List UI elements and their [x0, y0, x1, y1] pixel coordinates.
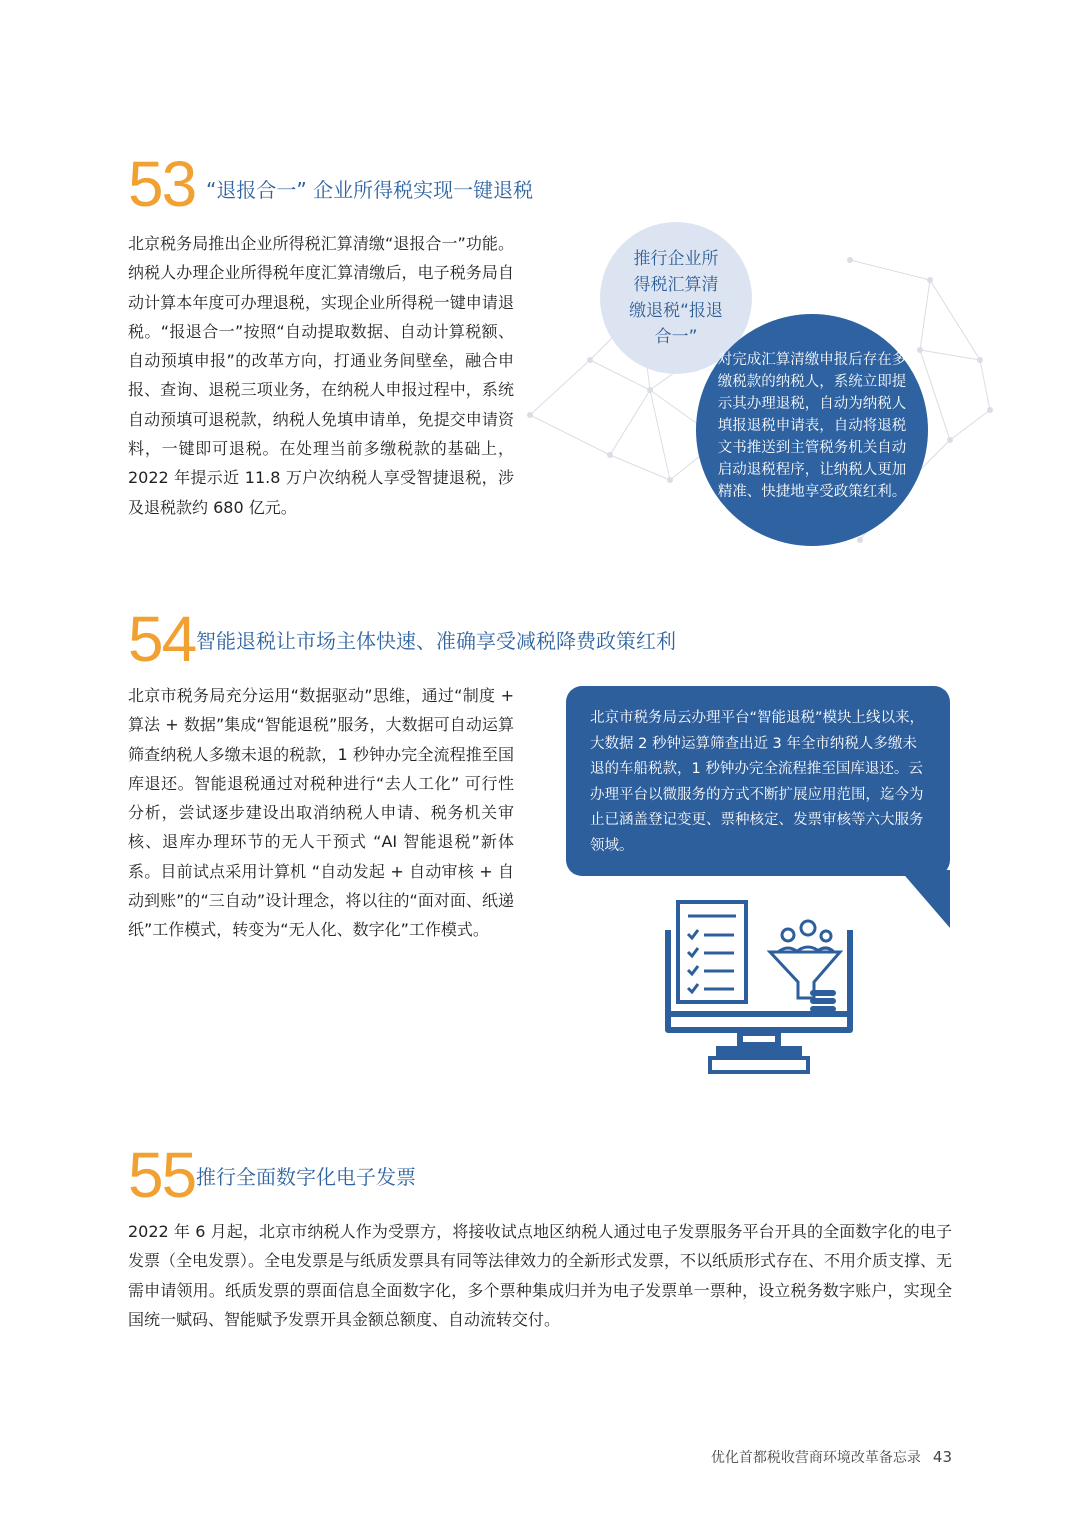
page-footer	[711, 1447, 952, 1467]
callout-tail	[900, 870, 952, 930]
page-number: 43	[932, 1448, 952, 1466]
info-callout-bubble	[566, 686, 950, 876]
section-body-54: 北京市税务局充分运用“数据驱动”思维，通过“制度 + 算法 + 数据”集成“智能退税”服务，大数据可自动运算筛查纳税人多缴未退的税款，1 秒钟办完全流程推至国库退还。智能退税通过对税种进行“去人工化” 可行性分析，尝试逐步建设出取消纳税人申请、税务机关审核、退库办理环节的无人干预式 “AI 智能退税”新体系。目前试点采用计算机 “自动发起 + 自动审核 + 自动到账”的“三自动”设计理念，将以往的“面对面、纸递纸”工作模式，转变为“无人化、数字化”工作模式。	[128, 686, 514, 940]
footer-title: 优化首都税收营商环境改革备忘录	[710, 1450, 921, 1466]
section-number-53: 53	[128, 148, 196, 220]
section-body-53: 北京税务局推出企业所得税汇算清缴“退报合一”功能。纳税人办理企业所得税年度汇算清缴后，电子税务局自动计算本年度可办理退税，实现企业所得税一键申请退税。“报退合一”按照“自动提取数据、自动计算税额、自动预填申报”的改革方向，打通业务间壁垒，融合申报、查询、退税三项业务，在纳税人申报过程中，系统自动预填可退税款，纳税人免填申请单，免提交申请资料，一键即可退税。在处理当前多缴税款的基础上，2022 年提示近 11.8 万户次纳税人享受智捷退税，涉及退税款约 680 亿元。	[128, 234, 514, 517]
section-title-55: 推行全面数字化电子发票	[196, 1165, 416, 1189]
section-title-54: 智能退税让市场主体快速、准确享受减税降费政策红利	[196, 629, 676, 653]
info-callout-text: 北京市税务局云办理平台“智能退税”模块上线以来，大数据 2 秒钟运算筛查出近 3 年全市纳税人多缴未退的车船税款，1 秒钟办完全流程推至国库退还。云办理平台以微服务的方式不断扩展应用范围，迄今为止已涵盖登记变更、票种核定、发票审核等六大服务领域。	[590, 710, 925, 854]
highlight-circle-dark-text: 对完成汇算清缴申报后存在多缴税款的纳税人，系统立即提示其办理退税，自动为纳税人填报退税申请表，自动将退税文书推送到主管税务机关自动启动退税程序，让纳税人更加精准、快捷地享受政策红利。	[717, 352, 907, 500]
section-number-55: 55	[128, 1139, 196, 1211]
highlight-circle-light-text: 推行企业所得税汇算清缴退税“报退合一”	[629, 249, 723, 347]
section-number-54: 54	[128, 603, 196, 675]
highlight-circle-dark	[696, 314, 928, 546]
computer-data-funnel-icon	[660, 890, 860, 1080]
section-title-53: “退报合一” 企业所得税实现一键退税	[206, 178, 534, 202]
section-body-55: 2022 年 6 月起，北京市纳税人作为受票方，将接收试点地区纳税人通过电子发票服务平台开具的全面数字化的电子发票（全电发票）。全电发票是与纸质发票具有同等法律效力的全新形式发票，不以纸质形式存在、不用介质支撑、无需申请领用。纸质发票的票面信息全面数字化，多个票种集成归并为电子发票单一票种，设立税务数字账户，实现全国统一赋码、智能赋予发票开具金额总额度、自动流转交付。	[128, 1222, 953, 1329]
